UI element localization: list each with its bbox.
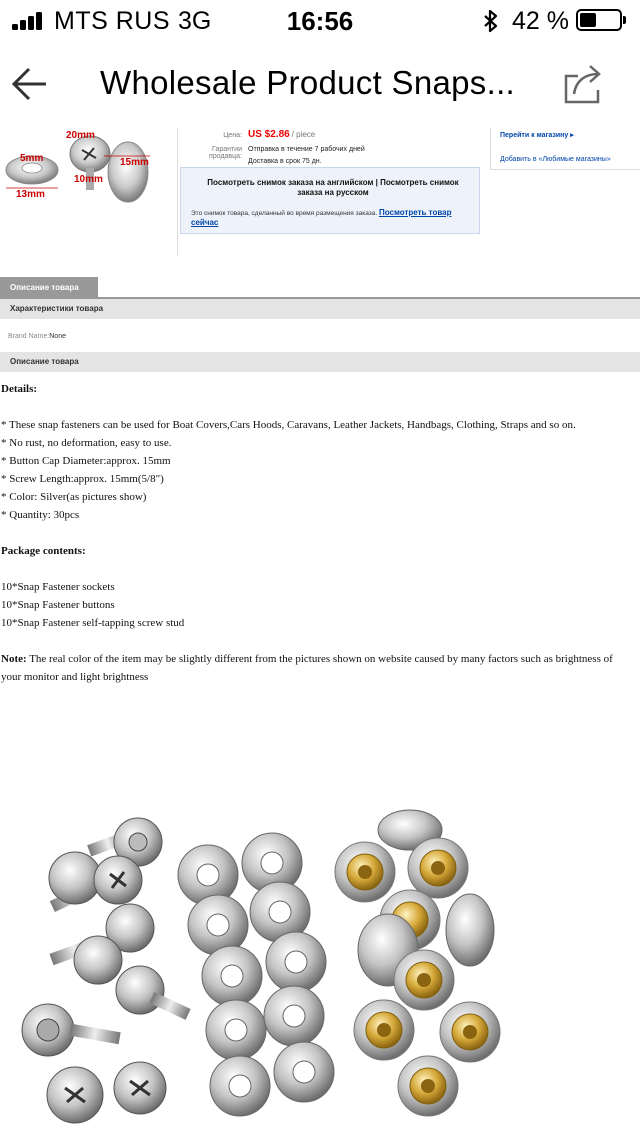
price: US $2.86: [248, 129, 290, 140]
dimension-label: 13mm: [16, 189, 45, 200]
dimension-label: 15mm: [120, 157, 149, 168]
package-heading: Package contents:: [1, 545, 86, 557]
brand-value: None: [49, 333, 66, 340]
package-line: 10*Snap Fastener buttons: [1, 599, 115, 611]
price-label: Цена:: [223, 132, 242, 139]
order-note: [191, 208, 471, 228]
status-bar: [0, 0, 640, 40]
add-favorite-store-link[interactable]: Добавить в «Любимые магазины»: [500, 156, 611, 163]
order-snapshot-links: Посмотреть снимок заказа на английском | Посмотреть снимок заказа на русском: [207, 178, 459, 197]
product-photo: [0, 800, 640, 1136]
detail-line: * These snap fasteners can be used for Boat Covers,Cars Hoods, Caravans, Leather Jackets, Handbags, Clothing, Straps and so on.: [1, 419, 576, 431]
dimension-label: 20mm: [66, 130, 95, 141]
detail-line: * Color: Silver(as pictures show): [1, 491, 147, 503]
price-value: [248, 129, 315, 140]
detail-line: * Quantity: 30pcs: [1, 509, 80, 521]
note-text: The real color of the item may be slightly different from the pictures shown on website caused by many factors such as brightness of your monitor and light brightness: [1, 653, 613, 683]
delivery-text: Доставка в срок 75 дн.: [248, 158, 322, 165]
view-product-now-link[interactable]: Посмотреть товар сейчас: [191, 208, 452, 227]
note-label: Note:: [1, 653, 27, 665]
package-line: 10*Snap Fastener self-tapping screw stud: [1, 617, 185, 629]
dimension-label: 10mm: [74, 174, 103, 185]
network-type: 3G: [178, 7, 212, 35]
characteristics-header: Характеристики товара: [0, 299, 640, 319]
shipping-text: Отправка в течение 7 рабочих дней: [248, 146, 365, 153]
clock: 16:56: [286, 6, 354, 36]
go-to-store-link[interactable]: Перейти к магазину ▸: [500, 132, 574, 139]
snapshot-note-text: Это снимок товара, сделанный во время размещения заказа.: [191, 210, 378, 217]
detail-line: * Screw Length:approx. 15mm(5/8"): [1, 473, 164, 485]
order-snapshot-box: [180, 167, 480, 234]
battery-percent: 42 %: [512, 7, 569, 35]
navigation-bar: [0, 40, 640, 128]
note-paragraph: [1, 650, 631, 686]
share-icon[interactable]: [562, 62, 604, 106]
screw-studs-group: [22, 818, 191, 1123]
guarantee-label: Гарантии продавца:: [209, 146, 242, 160]
buttons-group: [335, 810, 500, 1116]
socket-rings-group: [178, 833, 334, 1116]
carrier-name: MTS RUS: [54, 7, 170, 35]
tab-description[interactable]: Описание товара: [0, 277, 98, 297]
dimension-label: 5mm: [20, 153, 44, 164]
bluetooth-icon: [482, 9, 500, 33]
price-unit: / piece: [291, 130, 316, 139]
page-title: Wholesale Product Snaps...: [100, 64, 516, 101]
brand-label: Brand Name:: [8, 333, 50, 340]
detail-line: * Button Cap Diameter:approx. 15mm: [1, 455, 171, 467]
product-thumbnail[interactable]: [0, 128, 178, 256]
snapshot-russian-link[interactable]: Посмотреть снимок заказа на русском: [297, 178, 459, 197]
snapshot-english-link[interactable]: Посмотреть снимок заказа на английском: [207, 178, 374, 187]
description-header: Описание товара: [0, 352, 640, 372]
back-arrow-icon[interactable]: [10, 64, 50, 104]
package-line: 10*Snap Fastener sockets: [1, 581, 115, 593]
store-box: [490, 128, 640, 170]
detail-line: * No rust, no deformation, easy to use.: [1, 437, 172, 449]
details-heading: Details:: [1, 383, 38, 395]
battery-icon: [576, 9, 622, 31]
product-description: [1, 380, 631, 686]
brand-spec: [8, 333, 66, 340]
